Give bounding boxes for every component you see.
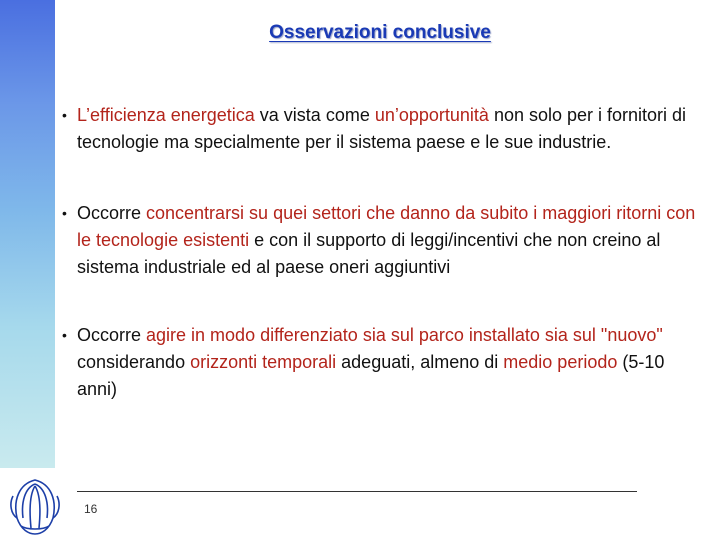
bullet-1-segment-4: non solo per i fornitori di tecnologie ma specialmente per il sistema paese e le sue industrie.: [77, 105, 687, 152]
bullet-3-segment-6: medio periodo: [503, 352, 618, 372]
page-number: 16: [84, 502, 98, 516]
bullet-1-segment-3: un’opportunità: [374, 105, 489, 125]
bullet-3-segment-5: adeguati, almeno di: [336, 352, 504, 372]
bullet-2-segment-2: concentrarsi su quei settori che danno da subito i maggiori ritorni con le tecnologie esistenti: [77, 203, 696, 250]
bullet-3-segment-7: (5-10 anni): [77, 352, 665, 399]
bullet-3-segment-4: orizzonti temporali: [190, 352, 337, 372]
bullet-1-segment-2: va vista come: [254, 105, 375, 125]
bullet-dot-icon: •: [62, 205, 67, 221]
bullet-text-3: [62, 322, 697, 403]
bullet-2-segment-3: e con il supporto di leggi/incentivi che non creino al sistema industriale ed al paese oneri aggiuntivi: [77, 230, 661, 277]
bullet-2-segment-1: Occorre: [77, 203, 147, 223]
bullet-1-segment-1: L’efficienza energetica: [77, 105, 255, 125]
footer-divider: [77, 491, 637, 492]
bullet-item-3: [62, 322, 697, 403]
slide-title: Osservazioni conclusive: [269, 22, 491, 43]
bullet-text-2: [62, 200, 697, 281]
bullet-dot-icon: •: [62, 107, 67, 123]
confindustria-logo-icon: [5, 474, 65, 538]
bullet-dot-icon: •: [62, 327, 67, 343]
bullet-item-1: [62, 102, 697, 156]
bullet-text-1: [62, 102, 697, 156]
side-gradient-bar: [0, 0, 55, 468]
bullet-3-segment-3: considerando: [77, 352, 191, 372]
bullet-3-segment-2: agire in modo differenziato sia sul parco installato sia sul "nuovo": [146, 325, 663, 345]
bullet-item-2: [62, 200, 697, 281]
bullet-3-segment-1: Occorre: [77, 325, 147, 345]
